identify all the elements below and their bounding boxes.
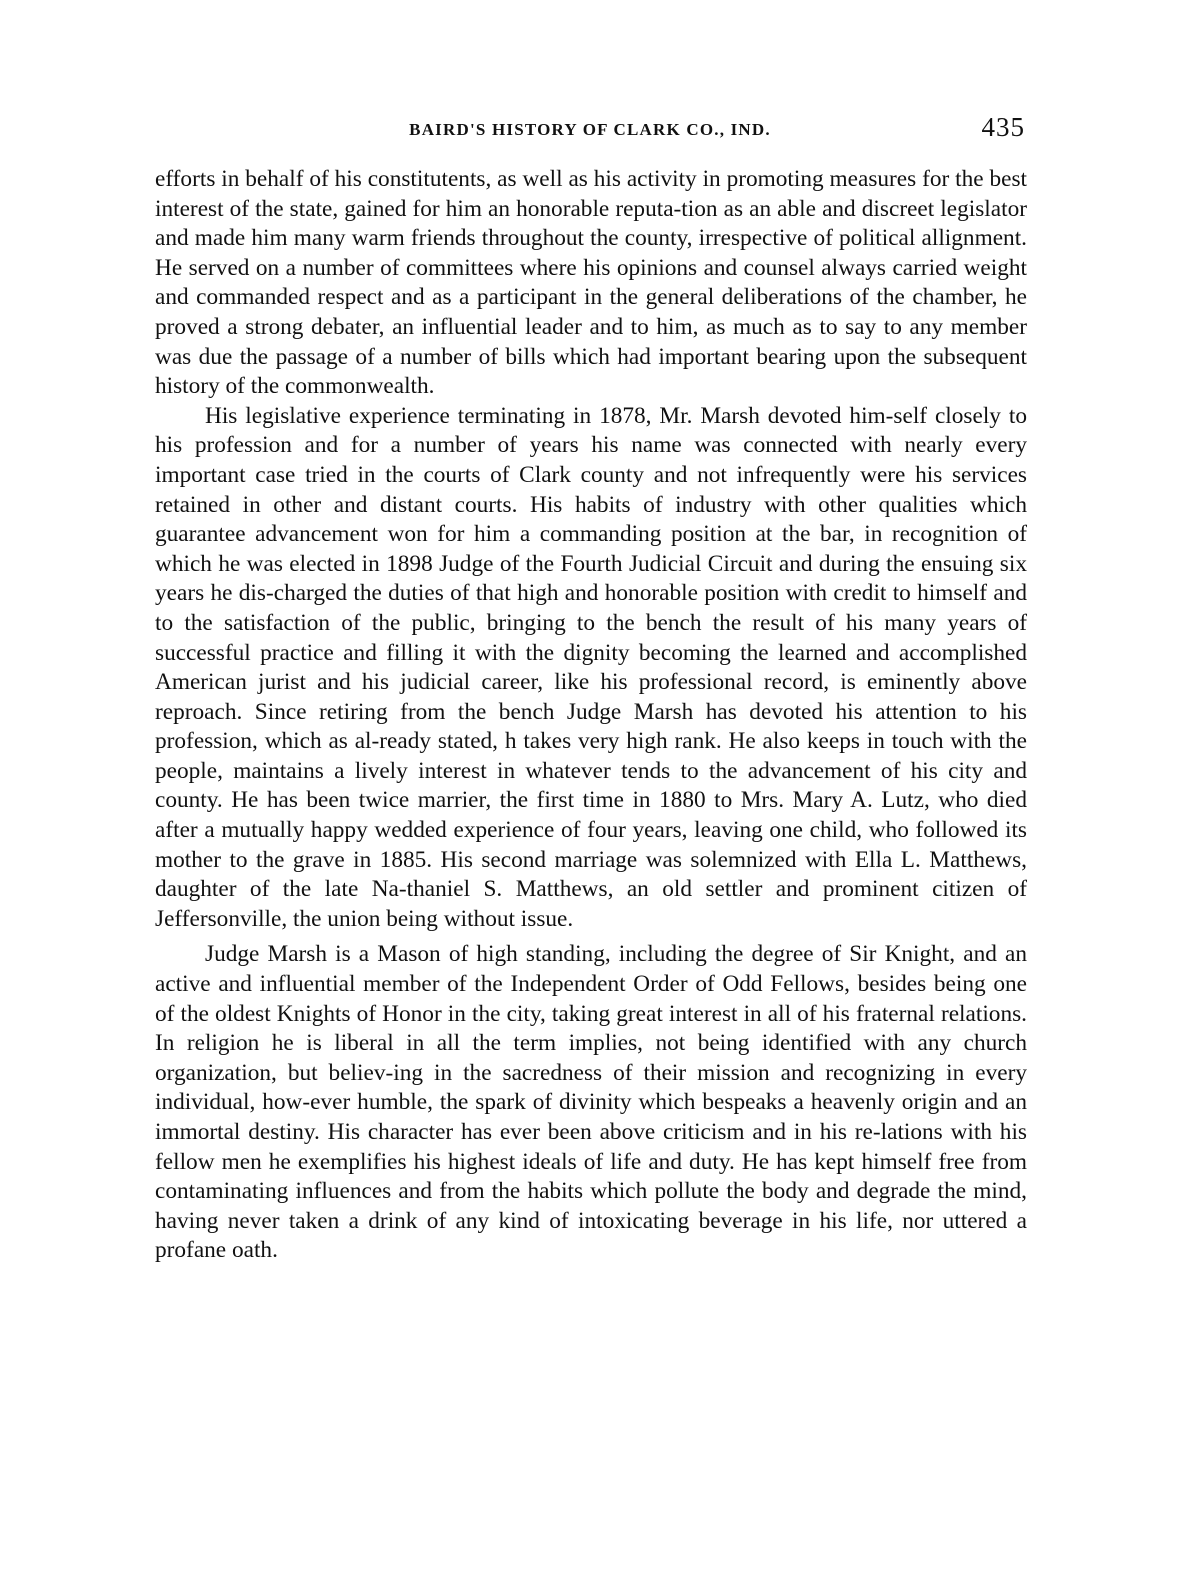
paragraph-judicial-career: His legislative experience terminating in 1878, Mr. Marsh devoted him-self closely to his profession and for a number of years his name was connected with nearly every important case tried in the courts of Clark county and not infrequently were his services retained in other and distant courts. His habits of industry with other qualities which guarantee advancement won for him a commanding position at the bar, in recognition of which he was elected in 1898 Judge of the Fourth Judicial Circuit and during the ensuing six years he dis-charged the duties of that high and honorable position with credit to himself and to the satisfaction of the public, bringing to the bench the result of his many years of successful practice and filling it with the dignity becoming the learned and accomplished American jurist and his judicial career, like his professional record, is eminently above reproach. Since retiring from the bench Judge Marsh has devoted his attention to his profession, which as al-ready stated, h takes very high rank. He also keeps in touch with the people, maintains a lively interest in whatever tends to the advancement of his city and county. He has been twice marrier, the first time in 1880 to Mrs. Mary A. Lutz, who died after a mutually happy wedded experience of four years, leaving one child, who followed its mother to the grave in 1885. His second marriage was solemnized with Ella L. Matthews, daughter of the late Na-thaniel S. Matthews, an old settler and prominent citizen of Jeffersonville, the union being without issue. — [155, 402, 1027, 932]
paragraph-fraternal-character: Judge Marsh is a Mason of high standing, including the degree of Sir Knight, and an active and influential member of the Independent Order of Odd Fellows, besides being one of the oldest Knights of Honor in the city, taking great interest in all of his fraternal relations. In religion he is liberal in all the term implies, not being identified with any church organization, but believ-ing in the sacredness of their mission and recognizing in every individual, how-ever humble, the spark of divinity which bespeaks a heavenly origin and an immortal destiny. His character has ever been above criticism and in his re-lations with his fellow men he exemplifies his highest ideals of life and duty. He has kept himself free from contaminating influences and from the habits which pollute the body and degrade the mind, having never taken a drink of any kind of intoxicating beverage in his life, nor uttered a profane oath. — [155, 941, 1027, 1264]
paragraph-continuation: efforts in behalf of his constitutents, as well as his activity in promoting measures for the best interest of the state, gained for him an honorable reputa-tion as an able and discreet legislator and made him many warm friends throughout the county, irrespective of political allignment. He served on a number of committees where his opinions and counsel always carried weight and commanded respect and as a participant in the general deliberations of the chamber, he proved a strong debater, an influential leader and to him, as much as to say to any member was due the passage of a number of bills which had important bearing upon the subsequent history of the commonwealth. — [155, 166, 1027, 400]
body-text — [155, 165, 1027, 1266]
running-title: BAIRD'S HISTORY OF CLARK CO., IND. — [409, 120, 771, 139]
running-head — [155, 112, 1025, 152]
page-number: 435 — [981, 112, 1025, 142]
